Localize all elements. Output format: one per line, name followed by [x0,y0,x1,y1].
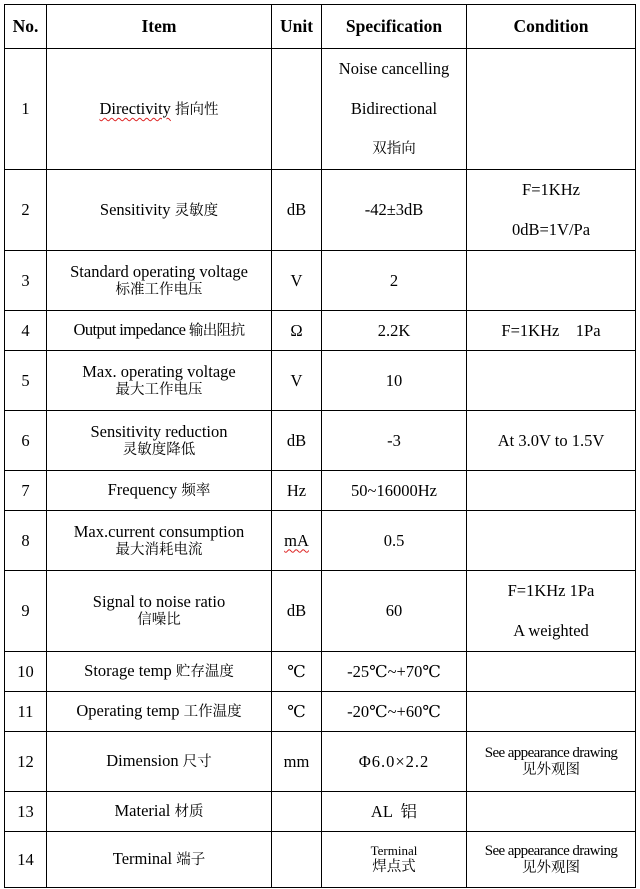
table-row [5,511,636,571]
condition-line: 0dB=1V/Pa [511,220,591,239]
item-chinese: 最大消耗电流 [115,541,203,558]
row-no: 7 [5,471,47,511]
spec-line: Bidirectional [350,99,438,118]
row-condition [467,792,636,832]
row-specification: 0.5 [322,511,467,571]
item-english: Max. operating voltage [82,361,236,381]
spec-line: Terminal [370,843,418,858]
condition-line: See appearance drawing [484,842,618,859]
specification-table [4,4,636,888]
header-specification: Specification [322,5,467,49]
row-item [47,792,272,832]
row-unit: V [272,351,322,411]
item-english: Operating temp [76,701,180,721]
table-row [5,411,636,471]
item-chinese: 输出阻抗 [188,323,245,340]
row-item [47,411,272,471]
condition-line: A weighted [513,621,589,640]
row-unit: V [272,251,322,311]
item-english: Material [114,801,171,821]
row-unit [272,792,322,832]
row-unit: dB [272,411,322,471]
spec-line: 双指向 [372,141,416,157]
row-condition [467,251,636,311]
table-row [5,571,636,652]
row-unit [272,832,322,888]
row-unit: ℃ [272,692,322,732]
row-specification [322,49,467,170]
header-condition: Condition [467,5,636,49]
row-no: 2 [5,170,47,251]
item-chinese: 灵敏度降低 [122,441,196,458]
table-row [5,251,636,311]
item-english: Terminal [112,849,173,869]
item-chinese: 贮存温度 [175,664,234,681]
row-unit: Ω [272,311,322,351]
row-unit [272,511,322,571]
row-specification: -25℃~+70℃ [322,652,467,692]
item-english: Output impedance [73,320,186,340]
table-row [5,732,636,792]
item-english: Sensitivity [99,199,171,219]
row-no: 4 [5,311,47,351]
row-item [47,832,272,888]
row-no: 1 [5,49,47,170]
row-specification [322,832,467,888]
row-specification: 2.2K [322,311,467,351]
row-no: 11 [5,692,47,732]
item-english: Dimension [106,751,179,771]
row-specification: -42±3dB [322,170,467,251]
row-unit: mm [272,732,322,792]
header-unit: Unit [272,5,322,49]
row-specification: 60 [322,571,467,652]
row-item [47,571,272,652]
row-item [47,49,272,170]
condition-line: F=1KHz 1Pa [507,581,595,600]
row-unit [272,49,322,170]
table-row [5,471,636,511]
table-row [5,692,636,732]
row-specification: -20℃~+60℃ [322,692,467,732]
row-no: 12 [5,732,47,792]
item-chinese: 工作温度 [183,704,242,721]
row-specification: AL 铝 [322,792,467,832]
item-chinese: 指向性 [175,101,219,118]
item-chinese: 标准工作电压 [115,281,203,298]
row-no: 9 [5,571,47,652]
row-no: 5 [5,351,47,411]
item-english: Sensitivity reduction [90,421,228,441]
row-unit: dB [272,571,322,652]
row-no: 3 [5,251,47,311]
row-item [47,652,272,692]
row-item [47,692,272,732]
row-no: 13 [5,792,47,832]
item-chinese: 最大工作电压 [115,381,203,398]
table-row [5,49,636,170]
item-chinese: 信噪比 [137,612,181,629]
row-no: 10 [5,652,47,692]
row-specification: 50~16000Hz [322,471,467,511]
row-condition [467,471,636,511]
table-row [5,792,636,832]
row-item [47,511,272,571]
spec-line: 焊点式 [372,858,416,875]
item-english: Directivity [99,98,171,118]
table-row [5,311,636,351]
header-no: No. [5,5,47,49]
row-item [47,732,272,792]
row-item [47,311,272,351]
item-english: Frequency [107,480,178,500]
item-chinese: 材质 [174,804,204,821]
row-condition [467,692,636,732]
row-specification: Φ6.0×2.2 [322,732,467,792]
item-english: Standard operating voltage [70,261,248,281]
row-specification: -3 [322,411,467,471]
row-condition: At 3.0V to 1.5V [467,411,636,471]
row-item [47,251,272,311]
row-unit: ℃ [272,652,322,692]
row-condition [467,832,636,888]
row-condition [467,170,636,251]
item-chinese: 灵敏度 [174,202,219,219]
item-chinese: 端子 [176,852,206,869]
row-specification: 2 [322,251,467,311]
row-no: 6 [5,411,47,471]
table-row [5,351,636,411]
unit-text: mA [284,530,309,550]
row-condition [467,571,636,652]
row-condition [467,511,636,571]
table-row [5,652,636,692]
row-unit: dB [272,170,322,251]
condition-line: 见外观图 [522,859,580,876]
condition-line: F=1KHz [522,180,580,199]
item-chinese: 频率 [181,483,211,500]
row-condition [467,351,636,411]
row-unit: Hz [272,471,322,511]
table-row [5,832,636,888]
row-condition [467,652,636,692]
item-chinese: 尺寸 [182,754,212,771]
item-english: Max.current consumption [73,521,245,541]
condition-line: 见外观图 [522,761,580,778]
row-specification: 10 [322,351,467,411]
row-no: 14 [5,832,47,888]
header-row [5,5,636,49]
row-condition: F=1KHz 1Pa [467,311,636,351]
row-item [47,170,272,251]
item-english: Storage temp [84,661,172,681]
row-condition [467,49,636,170]
row-no: 8 [5,511,47,571]
table-row [5,170,636,251]
row-item [47,351,272,411]
header-item: Item [47,5,272,49]
row-condition [467,732,636,792]
condition-line: See appearance drawing [484,744,618,761]
row-item [47,471,272,511]
item-english: Signal to noise ratio [92,592,226,612]
spec-line: Noise cancelling [338,59,450,78]
